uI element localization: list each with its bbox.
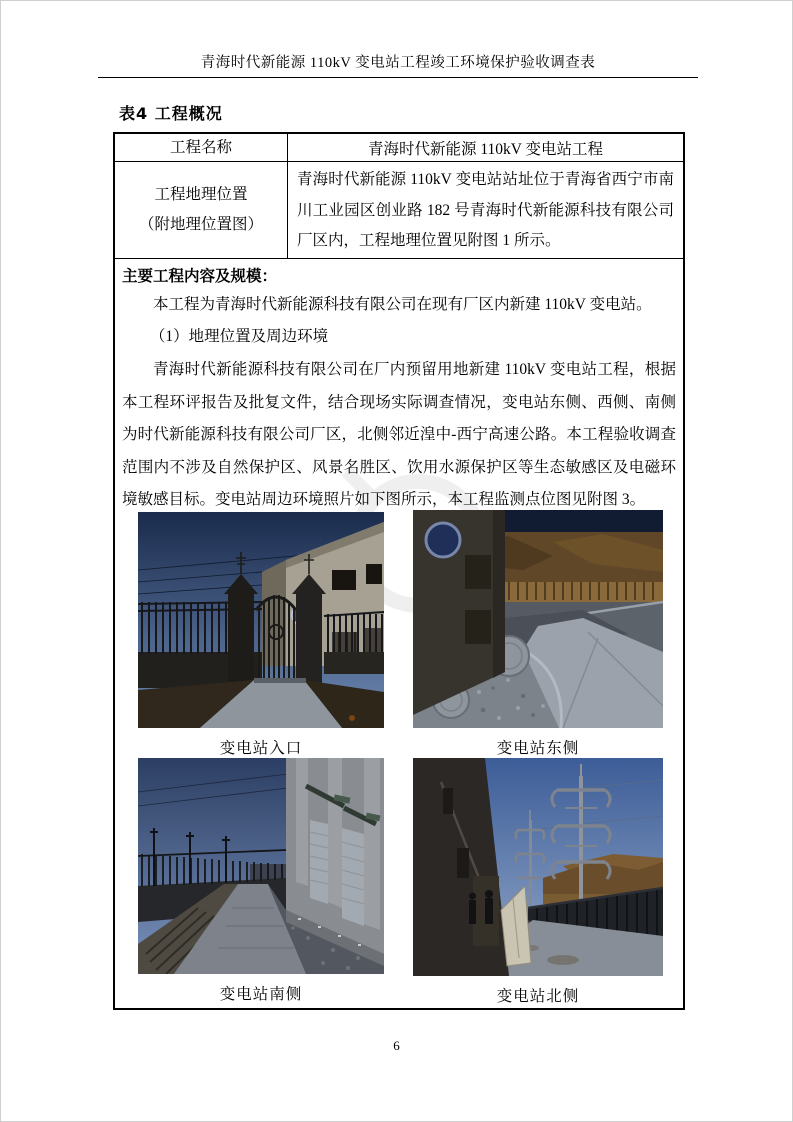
photo-caption-east: 变电站东侧: [496, 740, 580, 757]
table-row-project-name: [115, 134, 683, 162]
main-content-section: [115, 259, 683, 1010]
project-name-value: 青海时代新能源 110kV 变电站工程: [367, 140, 604, 158]
photo-caption-entrance: 变电站入口: [219, 740, 303, 757]
photo-substation-south: [138, 758, 384, 974]
project-location-value: 青海时代新能源 110kV 变电站站址位于青海省西宁市南川工业园区创业路 182 号青海时代新能源科技有限公司厂区内，工程地理位置见附图 1 所示。: [297, 171, 674, 249]
photo-caption-north: 变电站北侧: [496, 988, 580, 1005]
main-content-paragraph-2: 青海时代新能源科技有限公司在厂内预留用地新建 110kV 变电站工程，根据本工程环评报告及批复文件，结合现场实际调查情况，变电站东侧、西侧、南侧为时代新能源科技有限公司厂区，北侧邻近湟中-西宁高速公路。本工程验收调查范围内不涉及自然保护区、风景名胜区、饮用水源保护区等生态敏感区及电磁环境敏感目标。变电站周边环境照片如下图所示，本工程监测点位图见附图 3。: [122, 361, 676, 509]
main-content-heading: 主要工程内容及规模：: [122, 267, 278, 285]
photo-substation-east: [413, 510, 663, 728]
figure-substation-south: [138, 758, 384, 1004]
figure-substation-east: [413, 510, 663, 758]
main-content-paragraph-1: 本工程为青海时代新能源科技有限公司在现有厂区内新建 110kV 变电站。: [153, 296, 652, 313]
project-location-label-line1: 工程地理位置: [154, 186, 248, 203]
photo-substation-entrance: [138, 512, 384, 728]
project-name-label: 工程名称: [115, 134, 288, 161]
project-overview-table: [113, 132, 685, 1010]
main-content-subheading: （1）地理位置及周边环境: [149, 328, 329, 345]
project-location-label: [115, 162, 288, 258]
page-header-title: 青海时代新能源 110kV 变电站工程竣工环境保护验收调查表: [98, 51, 698, 78]
figure-substation-north: [413, 758, 663, 1006]
table-caption: 表4 工程概况: [119, 104, 223, 123]
project-location-label-line2: （附地理位置图）: [138, 216, 263, 233]
photo-caption-south: 变电站南侧: [219, 986, 303, 1003]
figure-substation-entrance: [138, 512, 384, 758]
photo-substation-north: [413, 758, 663, 976]
table-row-project-location: [115, 162, 683, 259]
page-number: 6: [393, 1038, 400, 1053]
